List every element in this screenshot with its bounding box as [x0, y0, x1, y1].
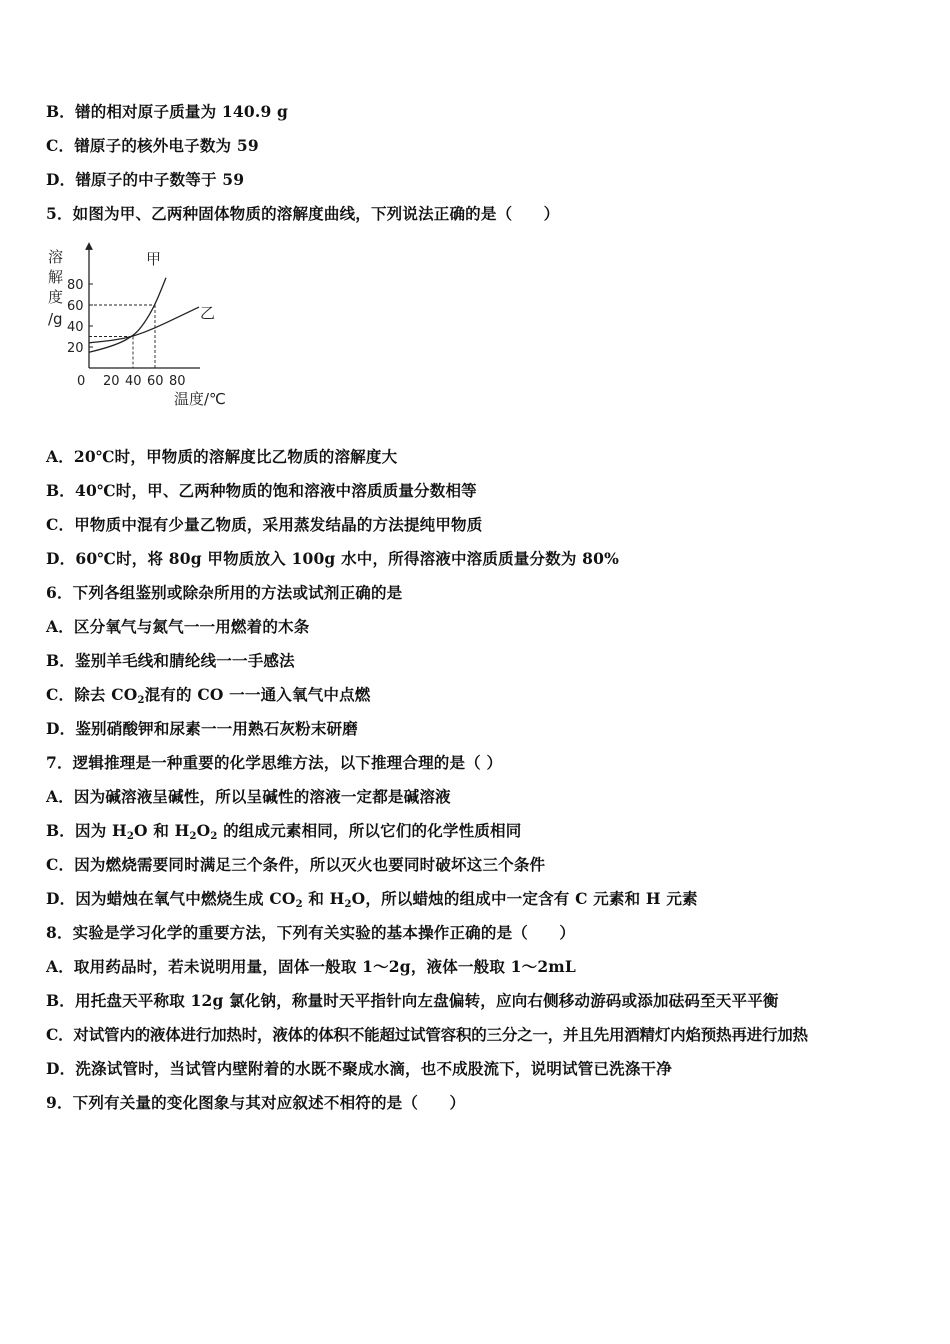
q7-option-b: [46, 821, 521, 841]
q8-option-d: D．洗涤试管时，当试管内壁附着的水既不聚成水滴，也不成股流下，说明试管已洗涤干净: [46, 1059, 672, 1078]
q7-option-b-t2: O 和 H: [134, 821, 190, 840]
ylabel-char-1: 溶: [48, 248, 64, 266]
q9-stem: 9．下列有关量的变化图象与其对应叙述不相符的是（ ）: [46, 1093, 466, 1112]
q8-option-b: B．用托盘天平称取 12g 氯化钠，称量时天平指针向左盘偏转，应向右侧移动游码或添加砝码至天平平衡: [46, 991, 779, 1010]
y-tick-label: 40: [67, 320, 84, 335]
q4-option-d: D．镨原子的中子数等于 59: [46, 170, 245, 189]
q7-option-d: [46, 889, 698, 909]
q7-option-d-s2: 2: [344, 899, 352, 910]
q5-option-a: A．20℃时，甲物质的溶解度比乙物质的溶解度大: [46, 447, 398, 466]
q7-option-d-t3: O，所以蜡烛的组成中一定含有 C 元素和 H 元素: [351, 889, 698, 908]
x-tick-label: 20: [103, 374, 120, 389]
ylabel-char-3: 度: [48, 288, 64, 306]
ylabel-char-2: 解: [48, 268, 64, 286]
x-tick-label: 40: [125, 374, 142, 389]
x-tick-label: 0: [77, 374, 86, 389]
q7-option-c: C．因为燃烧需要同时满足三个条件，所以灭火也要同时破坏这三个条件: [46, 855, 546, 874]
y-tick-label: 60: [67, 299, 84, 314]
q7-option-b-s2: 2: [189, 831, 197, 842]
series-line-yi: [89, 307, 199, 343]
y-tick-label: 80: [67, 278, 84, 293]
q6-option-a: A．区分氧气与氮气一一用燃着的木条: [46, 617, 310, 636]
q8-option-a: A．取用药品时，若未说明用量，固体一般取 1～2g，液体一般取 1～2mL: [46, 957, 576, 976]
q8-stem: 8．实验是学习化学的重要方法，下列有关实验的基本操作正确的是（ ）: [46, 923, 576, 942]
q4-option-c: C．镨原子的核外电子数为 59: [46, 136, 259, 155]
q5-option-b: B．40℃时，甲、乙两种物质的饱和溶液中溶质质量分数相等: [46, 481, 477, 500]
q7-option-d-t1: D．因为蜡烛在氧气中燃烧生成 CO: [46, 889, 296, 908]
q6-option-c-text-1: C．除去 CO: [46, 685, 138, 704]
q6-option-b: B．鉴别羊毛线和腈纶线一一手感法: [46, 651, 295, 670]
q6-option-c-text-2: 混有的 CO 一一通入氧气中点燃: [144, 685, 371, 704]
q5-option-c: C．甲物质中混有少量乙物质，采用蒸发结晶的方法提纯甲物质: [46, 515, 483, 534]
q8-option-c: C．对试管内的液体进行加热时，液体的体积不能超过试管容积的三分之一，并且先用酒精灯内焰预热再进行加热: [46, 1025, 808, 1044]
solubility-chart: [40, 240, 250, 412]
x-tick-label: 80: [169, 374, 186, 389]
q5-stem: 5．如图为甲、乙两种固体物质的溶解度曲线，下列说法正确的是（ ）: [46, 204, 560, 223]
x-tick-label: 60: [147, 374, 164, 389]
q7-option-b-s1: 2: [126, 831, 135, 842]
q7-option-b-s3: 2: [210, 831, 218, 842]
q7-option-d-s1: 2: [295, 899, 303, 910]
xlabel: 温度/℃: [174, 390, 226, 408]
q7-stem: 7．逻辑推理是一种重要的化学思维方法，以下推理合理的是（ ）: [46, 753, 503, 772]
q7-option-d-t2: 和 H: [302, 889, 345, 908]
q4-option-b: B．镨的相对原子质量为 140.9 g: [46, 102, 289, 121]
q5-option-d: D．60℃时，将 80g 甲物质放入 100g 水中，所得溶液中溶质质量分数为 80%: [46, 549, 620, 568]
y-tick-label: 20: [67, 341, 84, 356]
series-label-yi: 乙: [200, 304, 216, 322]
q6-option-c: [46, 685, 371, 705]
q7-option-b-t1: B．因为 H: [46, 821, 127, 840]
ylabel-char-4: /g: [48, 310, 63, 328]
q6-option-d: D．鉴别硝酸钾和尿素一一用熟石灰粉末研磨: [46, 719, 358, 738]
q7-option-a: A．因为碱溶液呈碱性，所以呈碱性的溶液一定都是碱溶液: [46, 787, 451, 806]
q6-stem: 6．下列各组鉴别或除杂所用的方法或试剂正确的是: [46, 583, 403, 602]
q7-option-b-t4: 的组成元素相同，所以它们的化学性质相同: [217, 821, 522, 840]
series-label-jia: 甲: [146, 250, 162, 268]
q6-option-c-sub: 2: [137, 695, 145, 706]
q7-option-b-t3: O: [196, 821, 211, 840]
